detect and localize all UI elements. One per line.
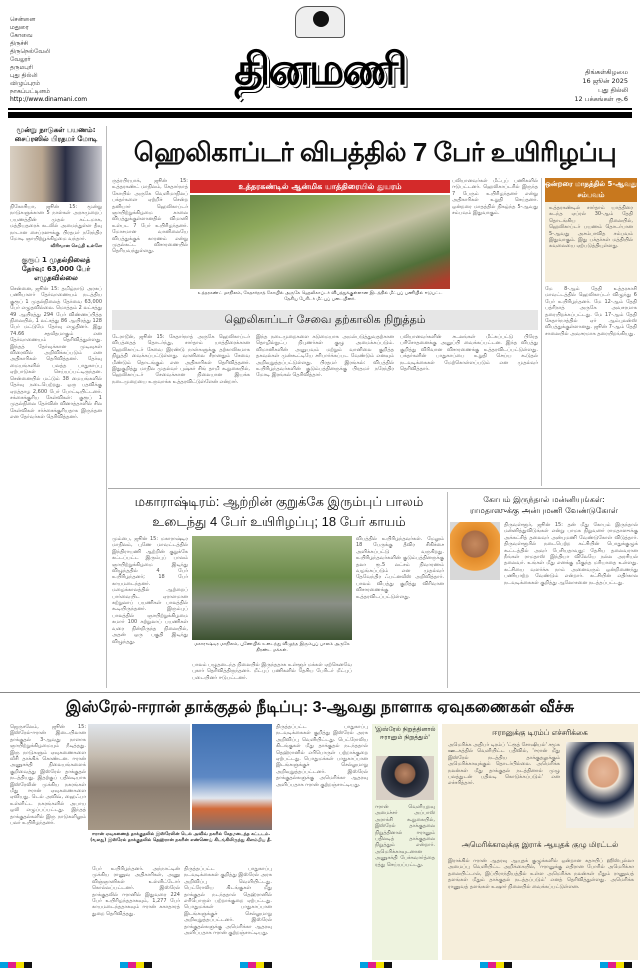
masthead-rule bbox=[8, 108, 632, 110]
maha-headline-line1: மகாராஷ்டிரம்: ஆற்றின் குறுக்கே இரும்புப் பாலம் bbox=[134, 494, 424, 509]
israel-headline: இஸ்ரேல்-ஈரான் தாக்குதல் நீடிப்பு: 3-ஆவது நாளாக ஏவுகணைகள் வீச்சு bbox=[65, 699, 575, 716]
israel-body-col1: ஜெருசலேம், ஜூன் 15: இஸ்ரேல்-ஈரான் இடையிலான தாக்குதல் 3-ஆவது நாளாக ஞாயிற்றுக்கிழமையும் நீடித்தது. இரு நாடுகளும் ஏவுகணைகளை வீசி தாக்கிக் கொண்டன. ஈரான் அணுசக்தி நிலையங்களைக் குறிவைத்து இஸ்ரேல் தாக்குதல் நடத்தியது. இதற்குப் பதிலடியாக இஸ்ரேலின் முக்கிய நகரங்கள் மீது ஈரான் ஏவுகணைகளை ஏவியது. டெல் அவிவ், ஹைஃபா உள்ளிட்ட நகரங்களில் அபாய ஒலி எழுப்பப்பட்டது. இந்தத் தாக்குதல்களில் இரு நாடுகளிலும் பலர் உயிரிழந்தனர். bbox=[10, 724, 86, 827]
israel-body-col3: திருத்தப்பட்ட பாதுகாப்பு நடவடிக்கைகள் குறித்து இஸ்ரேல் அரசு அறிவிப்பு வெளியிட்டது. பெட்ரோலிய கிடங்குகள் மீது தாக்குதல் நடந்ததால் தெஹ்ரானில் எரிபொருள் பற்றாக்குறை ஏற்பட்டது. பொதுமக்கள் பாதுகாப்பான இடங்களுக்குச் செல்லுமாறு அறிவுறுத்தப்பட்டனர். இஸ்ரேல் தாக்குதல்களுக்கு அமெரிக்கா ஆதரவு அளிப்பதாக ஈரான் குற்றஞ்சாட்டியது. bbox=[184, 866, 272, 937]
helicopter-service-subhead: ஹெலிகாப்டர் சேவை தற்காலிக நிறுத்தம் bbox=[112, 310, 538, 330]
crash-site-photo bbox=[190, 195, 450, 289]
iraq-headline: அமெரிக்காவுக்கு இராக் ஆயுதக் குழு மிரட்டல் bbox=[461, 840, 619, 849]
edition: திருநெல்வேலி bbox=[10, 48, 51, 55]
iran-quote-body: ஈரான் வெளியுறவு அமைச்சர் அப்பாஸ் அராக்சி கூறுகையில், இஸ்ரேல் தாக்குதலை நிறுத்தினால் ஈரானும் பதிலடித் தாக்குதலை நிறுத்தும் என்றார். அமெரிக்காவுடனான அணுசக்தி பேச்சுவார்த்தை ரத்து செய்யப்பட்டது. bbox=[375, 804, 435, 868]
anbumani-headline bbox=[450, 494, 638, 516]
modi-headline: மூன்று நாடுகள் பயணம்: சைப்ரஸில் பிரதமர் மோடி bbox=[14, 126, 98, 143]
lead-body-continued: பலியானவர்கள் மீட்புப் பணிகளில் ஈடுபட்டனர். ஹெலிகாப்டரில் இருந்த 7 பேரும் உயிரிழந்தனர் என்று அதிகாரிகள் உறுதி செய்தனர். ஒன்றரை மாதத்தில் நிகழ்ந்த 5-ஆவது சம்பவம் இதுவாகும். bbox=[452, 178, 538, 217]
edition: சென்னை bbox=[10, 16, 36, 23]
oil-depot-fire-photo bbox=[192, 724, 272, 830]
damaged-building-photo bbox=[88, 724, 190, 830]
side-box-title: ஒன்றரை மாதத்தில் 5-ஆவது சம்பவம் bbox=[545, 178, 637, 202]
israel-body-col2: பேர் உயிரிழந்தனர். அந்நாட்டின் முக்கிய ராணுவ அதிகாரிகள், அணு விஞ்ஞானிகள் உள்ளிட்டோர் கொல்லப்பட்டனர். இஸ்ரேல் தாக்குதலில் ஈரானில் இதுவரை 224 பேர் உயிரிழந்ததாகவும், 1,277 பேர் காயமடைந்ததாகவும் ஈரான் சுகாதாரத் துறை தெரிவித்தது. bbox=[92, 866, 180, 917]
website-link[interactable]: http://www.dinamani.com bbox=[10, 96, 88, 103]
maha-body-col2: பாலம் பழுதடைந்த நிலையில் இருந்ததாக உள்ளூர் மக்கள் ஏற்கெனவே புகார் தெரிவித்திருந்தனர். மீட்புப் பணிகளில் தேசிய பேரிடர் மீட்புப் படையினர் ஈடுபட்டனர். bbox=[192, 662, 352, 681]
anbumani-headline-line1: கோபம் இருந்தால் மன்னியுங்கள்: bbox=[483, 495, 605, 504]
trump-photo bbox=[566, 742, 634, 828]
masthead-rule-thick bbox=[8, 112, 632, 118]
maha-body-col1: மும்பை, ஜூன் 15: மகாராஷ்டிர மாநிலம், புணே மாவட்டத்தில் இந்திராயணி ஆற்றின் குறுக்கே கட்டப்பட்ட இரும்புப் பாலம் ஞாயிற்றுக்கிழமை இடிந்து விழுந்ததில் 4 பேர் உயிரிழந்தனர்; 18 பேர் காயமடைந்தனர். மழைக்காலத்தில் ஆற்றைப் பார்வையிட ஏராளமான சுற்றுலாப் பயணிகள் பாலத்தில் கூடியிருந்தனர். இரும்புப் பாலத்தில் ஞாயிற்றுக்கிழமை சுமார் 100 சுற்றுலாப் பயணிகள் வரை நின்றிருந்த நிலையில், அதன் ஒரு பகுதி இடிந்து விழுந்தது. bbox=[112, 536, 188, 645]
edition: விழுப்புரம் bbox=[10, 80, 41, 87]
dateline-box bbox=[574, 68, 628, 104]
edition: திருச்சி bbox=[10, 40, 29, 47]
modi-photo bbox=[10, 146, 102, 202]
column-divider bbox=[106, 126, 107, 688]
emblem-icon bbox=[295, 6, 345, 38]
iran-minister-photo bbox=[376, 756, 434, 800]
edition-city: புது தில்லி bbox=[598, 86, 628, 94]
editions-list bbox=[10, 16, 87, 104]
crash-photo-caption: உத்தரகண்ட் மாநிலம், கேதார்நாத் கோயில் அருகே ஹெலிகாப்டர் விபத்துக்குள்ளான இடத்தில் மீட்புப் பணியில் ஈடுபட்ட தேசிய பேரிடர் மீட்புப் படையினர். bbox=[197, 291, 443, 302]
anbumani-headline-line2: ராமதாஸுக்கு அன்புமணி வேண்டுகோள் bbox=[470, 506, 618, 515]
printer-color-bar bbox=[0, 962, 640, 968]
maha-headline-line2: உடைந்து 4 பேர் உயிரிழப்பு; 18 பேர் காயம் bbox=[152, 514, 406, 529]
edition: புது தில்லி bbox=[10, 72, 38, 79]
subhead-body-col2: இந்த நடைமுறைகளை கடுமையாக அமல்படுத்துவதற்கான தொழில்நுட்ப நிபுணர்கள் குழு அமைக்கப்படும். விமானிகளின் அனுபவம் மற்றும் வானிலை குறித்த தகவல்கள் முன்கூட்டியே சரிபார்க்கப்பட வேண்டும் எனவும் அறிவுறுத்தப்பட்டுள்ளது. பிரதமர் இரங்கல்: விபத்தில் உயிரிழந்தவர்களின் குடும்பத்தினருக்கு பிரதமர் நரேந்திர மோடி இரங்கல் தெரிவித்தார். bbox=[256, 334, 394, 379]
group1-headline: குரூப் 1 முதல்நிலைத் தேர்வு: 63,000 பேர் எழுதவில்லை bbox=[21, 256, 91, 282]
iran-quote-title: 'இஸ்ரேல் நிறுத்தினால் ஈரானும் நிறுத்தும்' bbox=[374, 726, 436, 741]
pages-price: 12 பக்கங்கள் ரூ.6 bbox=[574, 95, 628, 103]
israel-body-col4: திருத்தப்பட்ட பாதுகாப்பு நடவடிக்கைகள் குறித்து இஸ்ரேல் அரசு அறிவிப்பு வெளியிட்டது. பெட்ரோலிய கிடங்குகள் மீது தாக்குதல் நடந்ததால் தெஹ்ரானில் எரிபொருள் பற்றாக்குறை ஏற்பட்டது. பொதுமக்கள் பாதுகாப்பான இடங்களுக்குச் செல்லுமாறு அறிவுறுத்தப்பட்டனர். இஸ்ரேல் தாக்குதல்களுக்கு அமெரிக்கா ஆதரவு அளிப்பதாக ஈரான் குற்றஞ்சாட்டியது. bbox=[276, 724, 368, 788]
side-column-body: மே 8-ஆம் தேதி உத்தரகாசி மாவட்டத்தில் ஹெலிகாப்டர் விழுந்து 6 பேர் உயிரிழந்தனர். மே 12-ஆம் தேதி பத்ரிநாத் அருகே அவசரமாக தரையிறக்கப்பட்டது. மே 17-ஆம் தேதி கேதார்நாத்தில் ஏர் ஆம்புலன்ஸ் விபத்துக்குள்ளானது. ஜூன் 7-ஆம் தேதி சாலையில் அவசரமாக தரையிறங்கியது. bbox=[545, 286, 637, 337]
column-divider bbox=[447, 492, 448, 688]
subhead-body-col1: டேராடூன், ஜூன் 15: கேதார்நாத் அருகே ஹெலிகாப்டர் விபத்தைத் தொடர்ந்து, சார்தாம் யாத்திரைக்கான ஹெலிகாப்டர் சேவை இரண்டு நாள்களுக்கு தற்காலிகமாக நிறுத்தி வைக்கப்பட்டுள்ளது. வானிலை சீரானதும் சேவை மீண்டும் தொடங்கும் என அதிகாரிகள் தெரிவித்தனர். இதுகுறித்து மாநில முதல்வர் புஷ்கர் சிங் தாமி கூறுகையில், ஹெலிகாப்டர் சேவைக்கான நிலையான இயக்க நடைமுறையை உருவாக்க உத்தரவிட்டுள்ளேன் என்றார். bbox=[112, 334, 250, 385]
bridge-photo bbox=[192, 536, 352, 640]
side-box-body: உத்தரகண்டில் சார்தாம் யாத்திரை கடந்த ஏப்ரல் 30-ஆம் தேதி தொடங்கிய நிலையில், ஹெலிகாப்டர் பயணம் தொடர்பான 5-ஆவது அசம்பாவித சம்பவம் இதுவாகும். இது பக்தர்கள் மத்தியில் கவலையை ஏற்படுத்தியுள்ளது. bbox=[549, 205, 633, 250]
bridge-photo-caption: மகாராஷ்டிர மாநிலம், புணேயில் உடைந்து விழுந்த இரும்புப் பாலம் அருகே திரண்ட மக்கள். bbox=[194, 642, 350, 653]
section-divider bbox=[0, 692, 640, 693]
lead-banner: உத்தரகண்டில் ஆன்மிக யாத்திரையில் துயரம் bbox=[190, 180, 450, 193]
maha-body-col3: விபத்தில் உயிரிழந்தவர்கள். மேலும் 18 பேருக்கு தீவிர சிகிச்சை அளிக்கப்பட்டு வருகிறது. உயிரிழந்தவர்களின் குடும்பத்தினருக்கு தலா ரூ.5 லட்சம் நிவாரணம் வழங்கப்படும் என முதல்வர் தேவேந்திர ஃபட்னவீஸ் அறிவித்தார். பாலம் விபத்து குறித்து விரிவான விசாரணைக்கு உத்தரவிடப்பட்டுள்ளது. bbox=[356, 536, 444, 600]
date: 16 ஜூன் 2025 bbox=[582, 77, 628, 85]
lead-body: ருத்ரபிரயாக், ஜூன் 15: உத்தரகண்ட் மாநிலம், கேதார்நாத் கோயில் அருகே வெளிமாநிலப் பக்தர்களை ஏற்றிச் சென்ற தனியார் ஹெலிகாப்டர் ஞாயிற்றுக்கிழமை காலை விபத்துக்குள்ளானதில் விமானி உள்பட 7 பேர் உயிரிழந்தனர். மோசமான வானிலையே விபத்துக்குக் காரணம் என்று முதல்கட்ட விசாரணையில் தெரியவந்துள்ளது. bbox=[112, 178, 188, 255]
modi-body: நிகோசியா, ஜூன் 15: மூன்று நாடுகளுக்கான 5 நாள்கள் அரசுமுறைப் பயணத்தின் முதல் கட்டமாக, மத்தியதரைக் கடலில் அமைந்துள்ள தீவு நாடான சைப்ரஸுக்கு பிரதமர் நரேந்திர மோடி ஞாயிற்றுக்கிழமை வந்தார். bbox=[10, 204, 102, 242]
edition: கோவை bbox=[10, 32, 33, 39]
column-divider bbox=[541, 178, 542, 486]
anbumani-body-wrap bbox=[450, 522, 638, 686]
masthead-logo bbox=[170, 6, 470, 110]
trump-body: அமெரிக்க அதிபர் டிரம்ப் 'ட்ரூத் சோஷியல்' சமூக ஊடகத்தில் வெளியிட்ட பதிவில், 'ஈரான் மீது இஸ்ரேல் நடத்திய தாக்குதலுக்கும் அமெரிக்காவுக்கும் தொடர்பில்லை. அமெரிக்க நலன்கள் மீது தாக்குதல் நடத்தினால் முழு பலத்துடன் பதிலடி கொடுக்கப்படும்' என எச்சரித்தார். bbox=[448, 742, 560, 787]
trump-headline: ஈரானுக்கு டிரம்ப் எச்சரிக்கை bbox=[492, 728, 588, 737]
group1-body: சென்னை, ஜூன் 15: தமிழ்நாடு அரசுப் பணியாளர் தேர்வாணையம் நடத்திய குரூப் 1 முதல்நிலைத் தேர்வை 63,000 பேர் எழுதவில்லை. மொத்தம் 2 லட்சத்து 49 ஆயிரத்து 294 பேர் விண்ணப்பித்த நிலையில், 1 லட்சத்து 86 ஆயிரத்து 128 பேர் மட்டுமே தேர்வு எழுதினர். இது 74.66 சதவீதமாகும் என தேர்வாணையம் தெரிவித்துள்ளது. இந்தத் தேர்வுக்கான முடிவுகள் விரைவில் அறிவிக்கப்படும் என அதிகாரிகள் தெரிவித்தனர். தேர்வு மையங்களில் பலத்த பாதுகாப்பு ஏற்பாடுகள் செய்யப்பட்டிருந்தன. சென்னையில் மட்டும் 38 மையங்களில் தேர்வு நடைபெற்றது. ஒரு பதவிக்கு ஏறத்தாழ 2,600 பேர் போட்டியிட்டனர். சக்சைக்குரிய கேள்விகள்: குரூப் 1 முதல்நிலை தேர்வின் வினாத்தாளில் சில கேள்விகள் சர்ச்சைக்குரியதாக இருந்தன என தேர்வர்கள் தெரிவித்தனர். bbox=[10, 286, 102, 421]
lead-headline: ஹெலிகாப்டர் விபத்தில் 7 பேர் உயிரிழப்பு bbox=[133, 137, 617, 167]
newspaper-title: தினமணி bbox=[234, 44, 406, 95]
anbumani-body: திருவள்ளூர், ஜூன் 15: தன் மீது கோபம் இருந்தால் மன்னித்துவிடுங்கள் என்று பாமக நிறுவனர் ராமதாஸுக்கு அக்கட்சித் தலைவர் அன்புமணி வேண்டுகோள் விடுத்தார். திருவள்ளூரில் நடைபெற்ற கட்சியின் பொதுக்குழுக் கூட்டத்தில் அவர் பேசியதாவது: தேசிய தலைவரான நீங்கள் ராமதாஸ் இந்தியா விலேயே நல்ல அரசியல் தலைவர். உங்கள் மீது எனக்கு மிகுந்த மரியாதை உள்ளது. கட்சியை வளர்க்க நாம் அனைவரும் ஒன்றிணைந்து பணியாற்ற வேண்டும் என்றார். கட்சியின் எதிர்கால நடவடிக்கைகள் குறித்து ஆலோசனை நடத்தப்பட்டது. bbox=[504, 522, 638, 586]
edition: நாகப்பட்டினம் bbox=[10, 88, 50, 95]
edition: வேலூர் bbox=[10, 56, 31, 63]
subhead-body-col3: பலியானவர்களின் சடலங்கள் மீட்கப்பட்டு பிரேத பரிசோதனைக்கு அனுப்பி வைக்கப்பட்டன. இந்த விபத்து குறித்து விரிவான விசாரணைக்கு உத்தரவிடப்பட்டுள்ளது. பக்தர்களின் பாதுகாப்பை உறுதி செய்ய கூடுதல் நடவடிக்கைகள் மேற்கொள்ளப்படும் என முதல்வர் தெரிவித்தார். bbox=[400, 334, 538, 373]
day: திங்கள்கிழமை bbox=[585, 68, 628, 76]
anbumani-photo bbox=[450, 522, 500, 580]
israel-photo-caption: ஈரான் ஏவுகணைத் தாக்குதலில் இஸ்ரேலின் டெல் அவிவ் நகரில் சேதமடைந்த கட்டடம். (வலது) இஸ்ரேல் தாக்குதலில் தெஹ்ரான் நகரின் எண்ணெய் கிடங்கிலிருந்து கிளம்பிய தீ. bbox=[90, 832, 272, 843]
iraq-body: இராக்கில் ஈரான் ஆதரவு ஆயுதக் குழுக்களில் ஒன்றான கதாயிப் ஹிஸ்புல்லா அமைப்பு வெளியிட்ட அறிக்கையில், 'ஈரானுக்கு எதிரான போரில் அமெரிக்கா தலையிட்டால், இப்பிராந்தியத்தில் உள்ள அமெரிக்க நலன்கள் மீதும் ராணுவத் தளங்கள் மீதும் தாக்குதல் நடத்தப்படும்' எனத் தெரிவித்துள்ளது. அமெரிக்க ராணுவத் தளங்கள் உஷார் நிலையில் வைக்கப்பட்டுள்ளன. bbox=[448, 858, 634, 890]
edition: தருமபுரி bbox=[10, 64, 34, 71]
section-divider bbox=[108, 488, 640, 489]
modi-byline: விரிவான செய்தி உள்ளே bbox=[50, 244, 102, 249]
maha-headline bbox=[112, 492, 446, 532]
edition: மதுரை bbox=[10, 24, 29, 31]
